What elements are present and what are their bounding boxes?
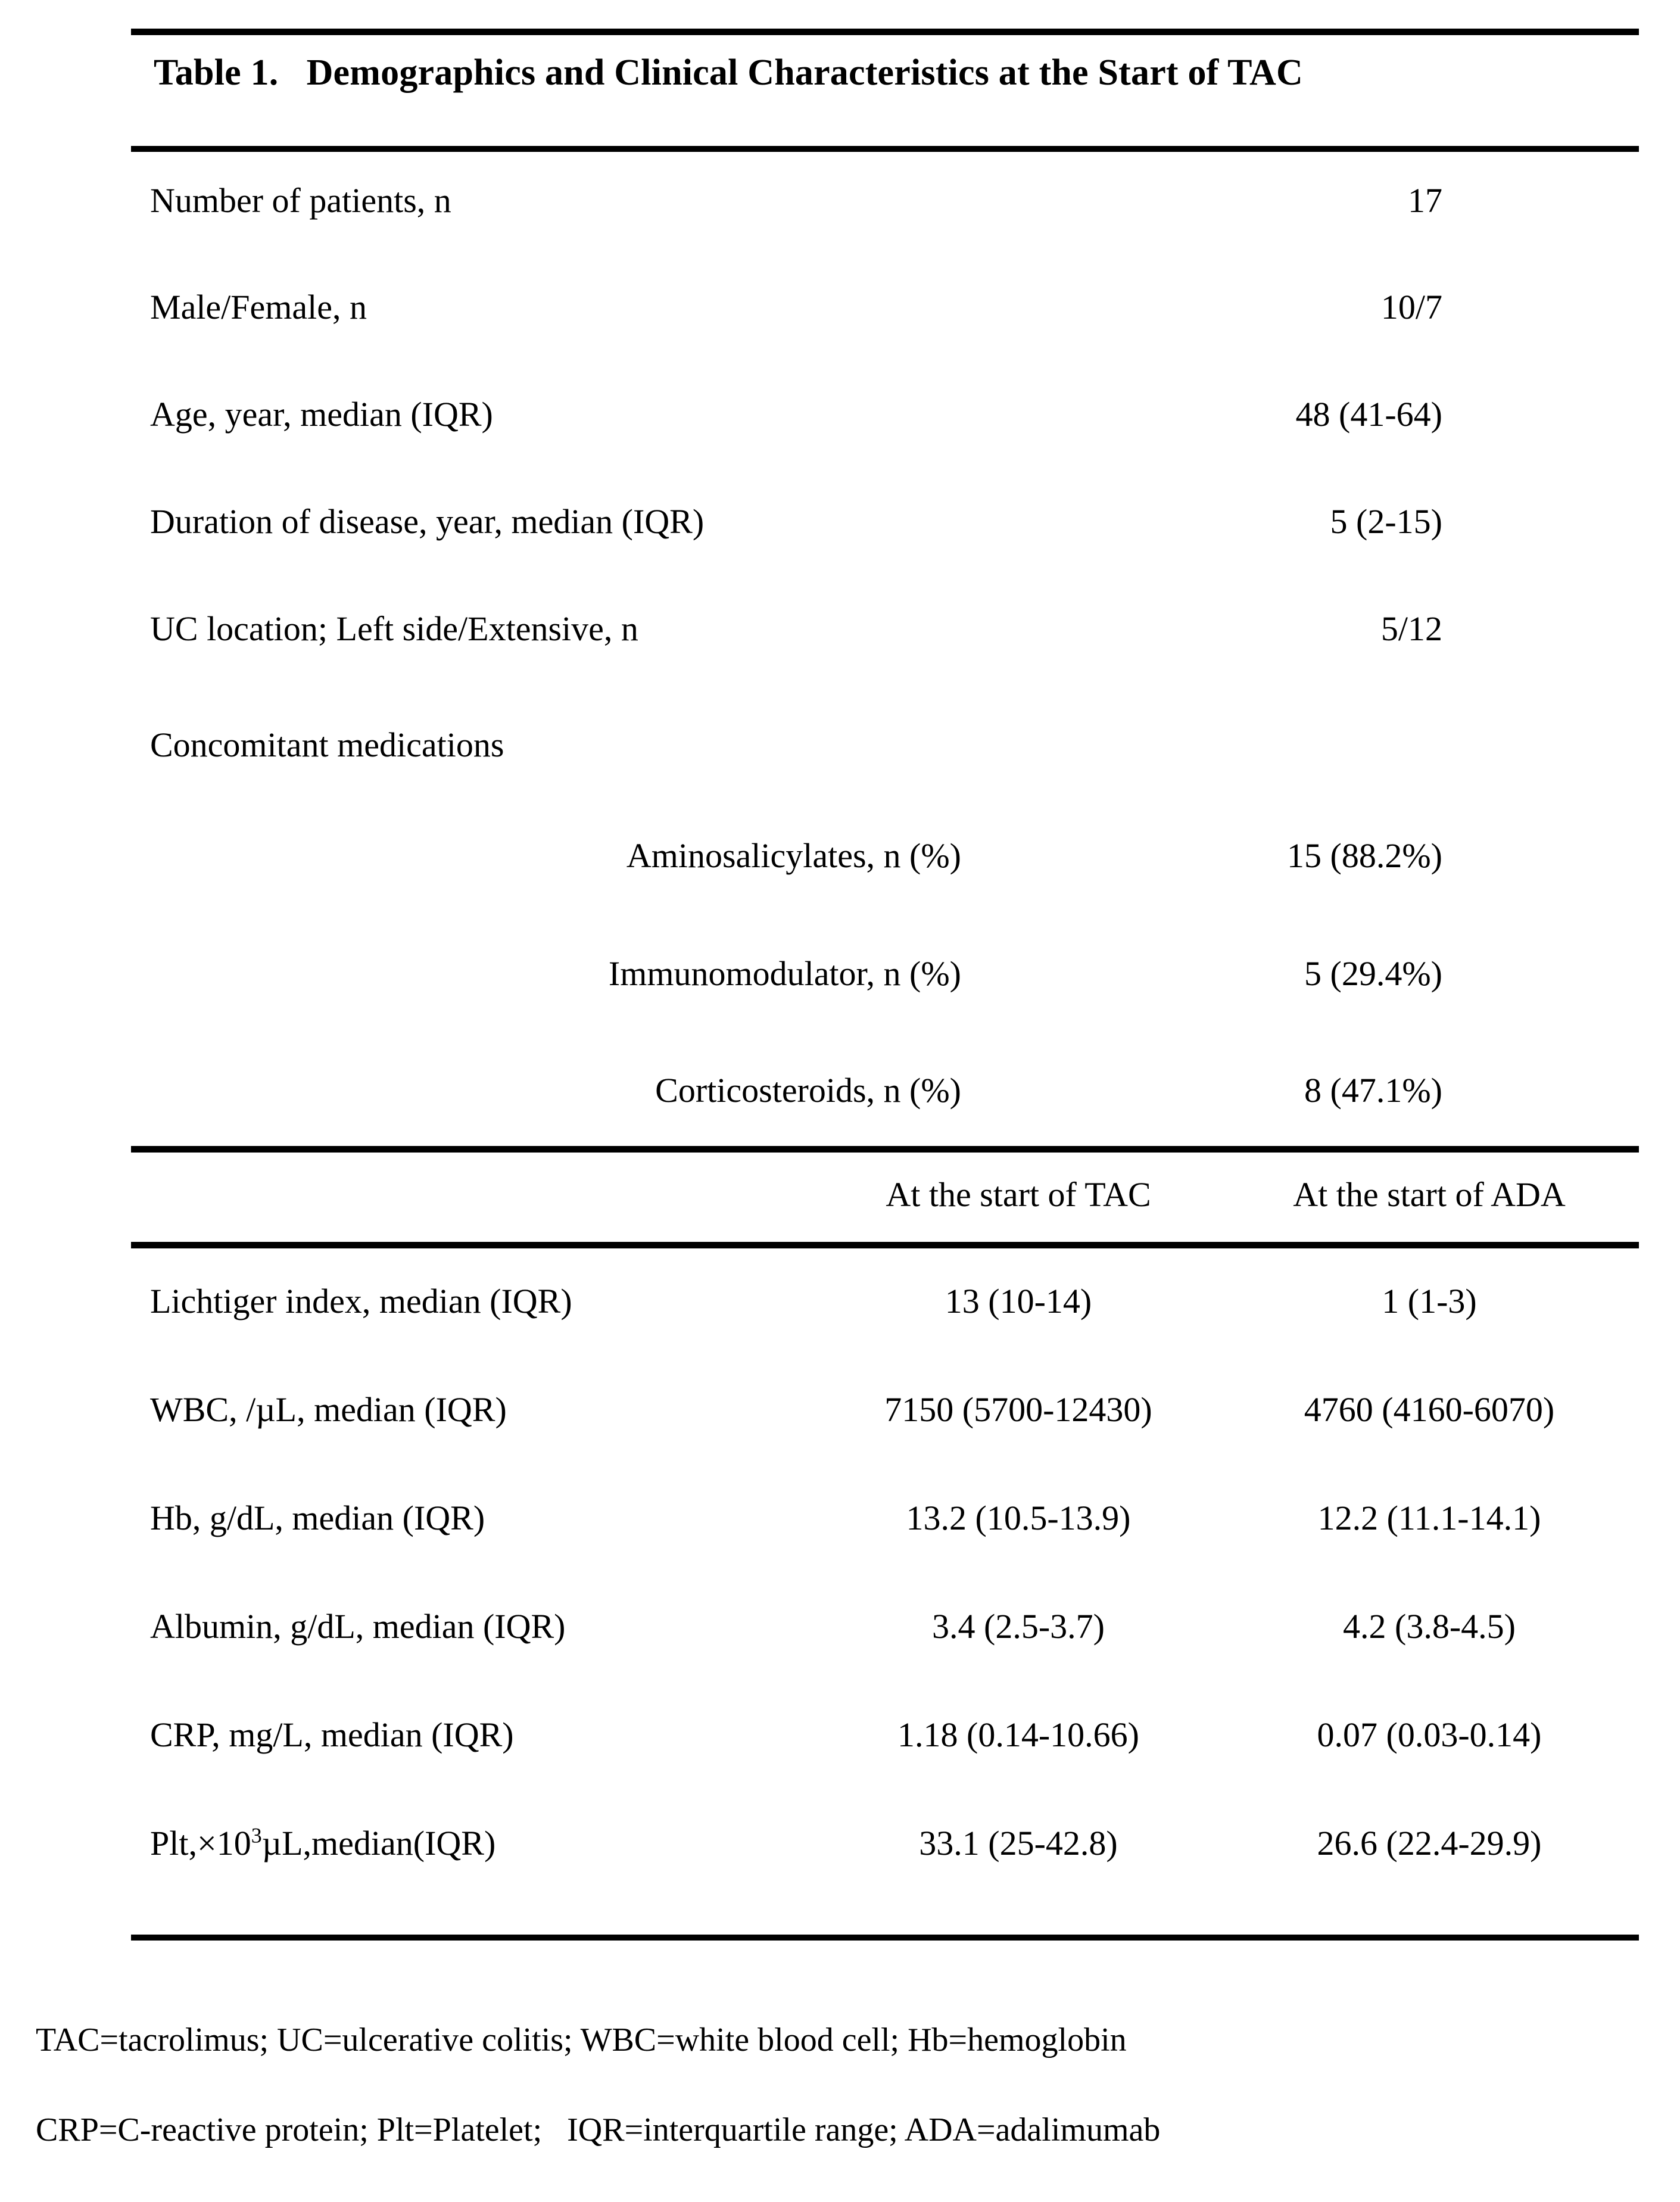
row-label-suffix: µL,median(IQR) (261, 1824, 496, 1862)
row-label: Age, year, median (IQR) (150, 395, 493, 434)
row-label: Male/Female, n (150, 288, 367, 326)
row-label-prefix: Plt,×10 (150, 1824, 251, 1862)
row-value-tac: 7150 (5700-12430) (884, 1390, 1152, 1429)
row-value-tac: 33.1 (25-42.8) (919, 1824, 1118, 1862)
table-row (131, 1820, 1639, 1867)
row-label: Number of patients, n (150, 181, 451, 220)
row-value-tac: 13.2 (10.5-13.9) (906, 1499, 1131, 1537)
row-label: Concomitant medications (150, 725, 504, 764)
table-row (131, 1494, 1639, 1542)
row-value-tac: 3.4 (2.5-3.7) (932, 1607, 1105, 1646)
table-row (131, 1278, 1639, 1325)
table-title: Table 1. Demographics and Clinical Characteristics at the Start of TAC (154, 52, 1303, 93)
column-header-tac: At the start of TAC (886, 1175, 1151, 1214)
row-value: 8 (47.1%) (1304, 1071, 1442, 1110)
row-label (150, 1820, 495, 1867)
row-value-ada: 1 (1-3) (1382, 1282, 1477, 1320)
row-value: 17 (1408, 181, 1442, 220)
row-label: Corticosteroids, n (%) (655, 1071, 961, 1110)
row-label: UC location; Left side/Extensive, n (150, 609, 638, 648)
row-value: 15 (88.2%) (1287, 836, 1442, 875)
table-row-group-header (131, 722, 1639, 768)
row-label: WBC, /µL, median (IQR) (150, 1390, 507, 1429)
row-value-tac: 1.18 (0.14-10.66) (897, 1715, 1139, 1754)
row-label: Hb, g/dL, median (IQR) (150, 1499, 485, 1537)
row-label: Immunomodulator, n (%) (608, 954, 961, 993)
table-top-rule (131, 29, 1639, 35)
table-row (131, 1386, 1639, 1434)
table-column-header-row (131, 1171, 1639, 1219)
row-value-ada: 0.07 (0.03-0.14) (1317, 1715, 1542, 1754)
table-row (131, 177, 1639, 224)
row-value-tac: 13 (10-14) (945, 1282, 1092, 1320)
table-row (131, 1711, 1639, 1759)
row-value-ada: 4760 (4160-6070) (1304, 1390, 1555, 1429)
table-row (131, 951, 1639, 997)
row-value: 48 (41-64) (1295, 395, 1442, 434)
row-label: Albumin, g/dL, median (IQR) (150, 1607, 566, 1646)
row-value: 5/12 (1380, 609, 1442, 648)
row-label-superscript: 3 (251, 1823, 262, 1848)
row-label: Lichtiger index, median (IQR) (150, 1282, 572, 1320)
row-value-ada: 4.2 (3.8-4.5) (1343, 1607, 1516, 1646)
row-label: CRP, mg/L, median (IQR) (150, 1715, 514, 1754)
table-row (131, 1603, 1639, 1650)
table-row (131, 833, 1639, 879)
row-label: Duration of disease, year, median (IQR) (150, 502, 705, 541)
row-value-ada: 26.6 (22.4-29.9) (1317, 1824, 1542, 1862)
row-label: Aminosalicylates, n (%) (626, 836, 961, 875)
table-title-rule (131, 146, 1639, 152)
row-value-ada: 12.2 (11.1-14.1) (1317, 1499, 1541, 1537)
table-bottom-rule (131, 1935, 1639, 1941)
row-value: 10/7 (1380, 288, 1442, 326)
table-footnote: TAC=tacrolimus; UC=ulcerative colitis; WBC=white blood cell; Hb=hemoglobin (36, 2022, 1127, 2058)
column-header-ada: At the start of ADA (1293, 1175, 1566, 1214)
table-row (131, 606, 1639, 652)
table-row (131, 284, 1639, 331)
row-value: 5 (2-15) (1330, 502, 1442, 541)
table-footnote: CRP=C-reactive protein; Plt=Platelet; IQR=interquartile range; ADA=adalimumab (36, 2111, 1161, 2148)
table-row (131, 499, 1639, 545)
table-section-rule (131, 1146, 1639, 1153)
row-value: 5 (29.4%) (1304, 954, 1442, 993)
table-row (131, 1067, 1639, 1114)
table-column-header-rule (131, 1242, 1639, 1248)
table-row (131, 391, 1639, 438)
